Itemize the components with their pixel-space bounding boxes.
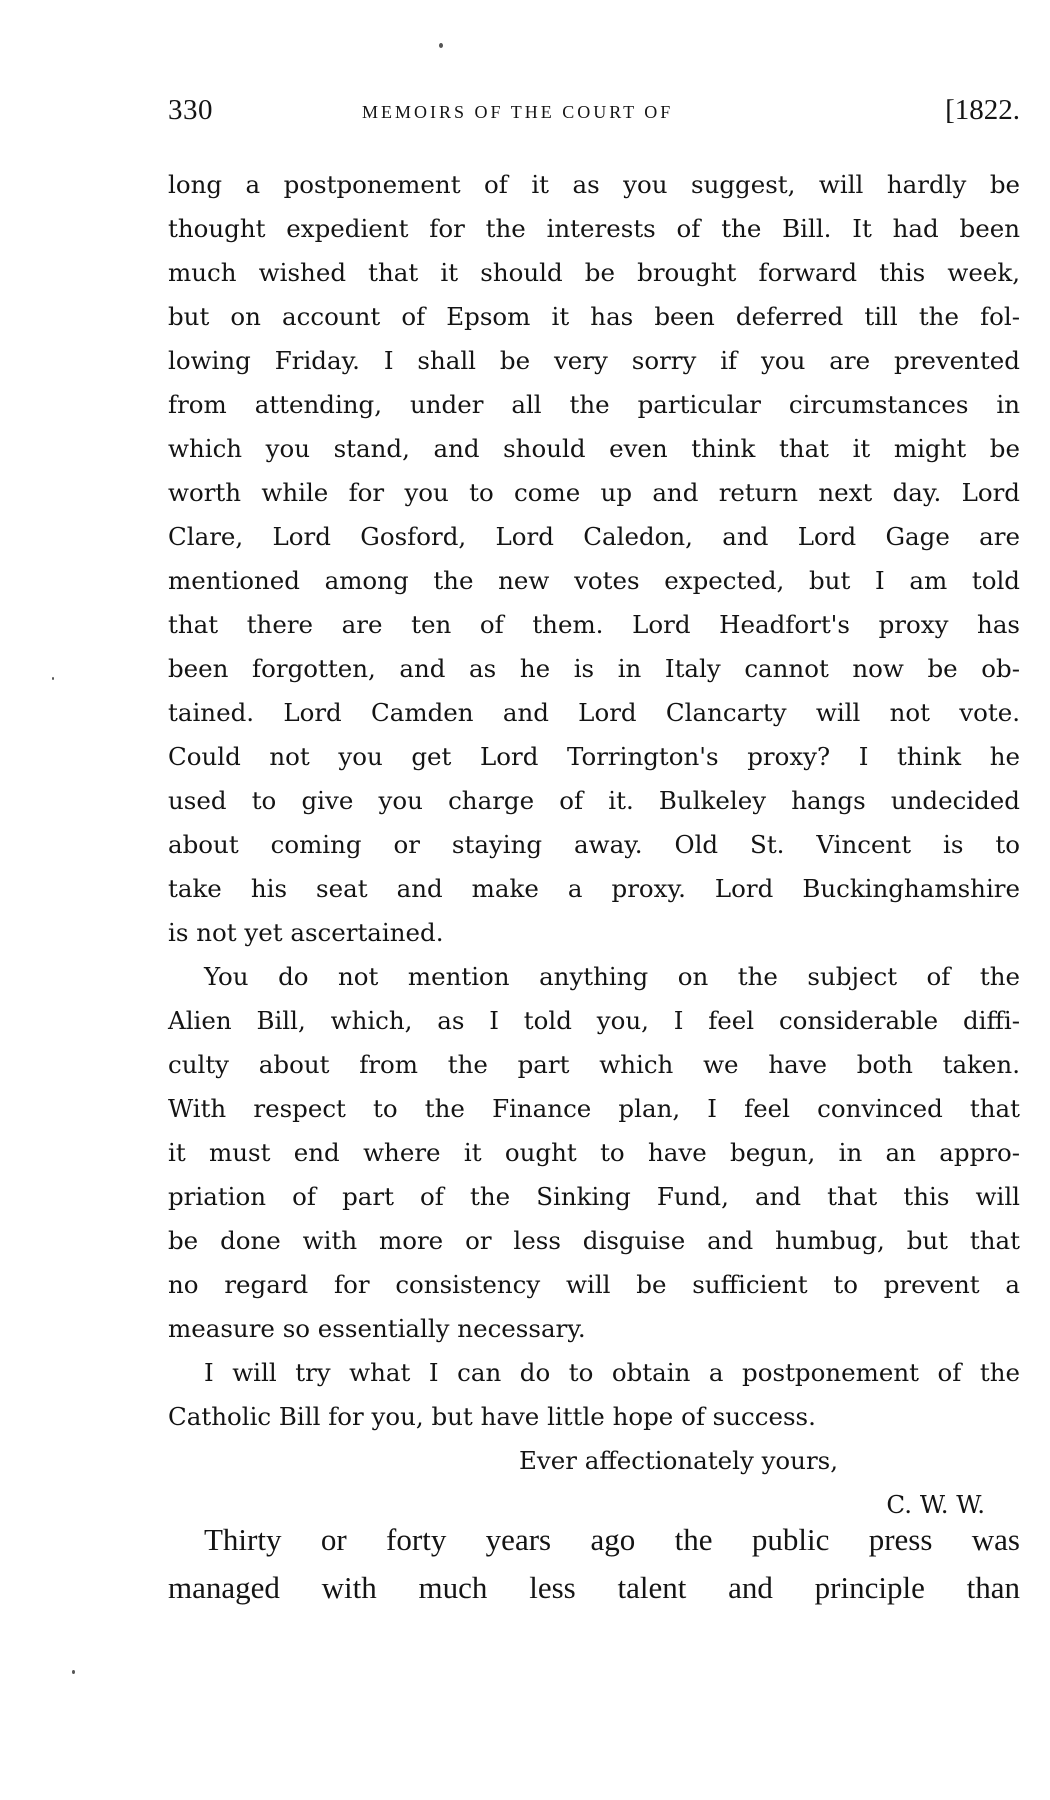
text-line: which you stand, and should even think that it might be	[168, 434, 1020, 463]
text-line: mentioned among the new votes expected, but I am told	[168, 566, 1020, 595]
text-line: used to give you charge of it. Bulkeley hangs undecided	[168, 786, 1020, 815]
text-line: Could not you get Lord Torrington's proxy? I think he	[168, 742, 1020, 771]
text-line: managed with much less talent and principle than	[168, 1570, 1020, 1605]
text-line: worth while for you to come up and return next day. Lord	[168, 478, 1020, 507]
text-line: long a postponement of it as you suggest, will hardly be	[168, 170, 1020, 199]
running-title: MEMOIRS OF THE COURT OF	[362, 102, 674, 122]
paragraph-2	[168, 955, 1020, 1351]
text-line: measure so essentially necessary.	[168, 1314, 586, 1343]
text-line: Clare, Lord Gosford, Lord Caledon, and Lord Gage are	[168, 522, 1020, 551]
text-line: it must end where it ought to have begun, in an appro-	[168, 1138, 1020, 1167]
text-line: culty about from the part which we have both taken.	[168, 1050, 1020, 1079]
text-line: tained. Lord Camden and Lord Clancarty will not vote.	[168, 698, 1020, 727]
text-line: about coming or staying away. Old St. Vincent is to	[168, 830, 1020, 859]
paragraph-1	[168, 163, 1020, 955]
text-line: Alien Bill, which, as I told you, I feel considerable diffi-	[168, 1006, 1020, 1035]
ink-speck	[52, 677, 54, 680]
year-marker: [1822.	[945, 94, 1020, 126]
text-line: thought expedient for the interests of the Bill. It had been	[168, 214, 1020, 243]
text-line: With respect to the Finance plan, I feel convinced that	[168, 1094, 1020, 1123]
text-line: but on account of Epsom it has been deferred till the fol-	[168, 302, 1020, 331]
ink-speck	[439, 43, 443, 48]
text-line: from attending, under all the particular circumstances in	[168, 390, 1020, 419]
page-header	[168, 94, 1030, 138]
text-line: no regard for consistency will be sufficient to prevent a	[168, 1270, 1020, 1299]
text-line: You do not mention anything on the subject of the	[204, 962, 1020, 991]
letter-signature: C. W. W.	[886, 1490, 985, 1519]
paragraph-3	[168, 1351, 1020, 1439]
text-line: take his seat and make a proxy. Lord Buckinghamshire	[168, 874, 1020, 903]
text-line: priation of part of the Sinking Fund, and that this will	[168, 1182, 1020, 1211]
text-line: is not yet ascertained.	[168, 918, 444, 947]
text-line: be done with more or less disguise and humbug, but that	[168, 1226, 1020, 1255]
next-section	[168, 1516, 1020, 1612]
text-line: I will try what I can do to obtain a postponement of the	[204, 1358, 1020, 1387]
ink-speck	[72, 1670, 75, 1674]
letter-body	[168, 163, 1020, 1527]
page-number: 330	[168, 94, 213, 126]
text-line: much wished that it should be brought forward this week,	[168, 258, 1020, 287]
text-line: been forgotten, and as he is in Italy cannot now be ob-	[168, 654, 1020, 683]
text-line: that there are ten of them. Lord Headfort's proxy has	[168, 610, 1020, 639]
text-line: Catholic Bill for you, but have little hope of success.	[168, 1402, 816, 1431]
text-line: Thirty or forty years ago the public press was	[204, 1522, 1020, 1557]
letter-closing: Ever affectionately yours,	[519, 1446, 839, 1475]
text-line: lowing Friday. I shall be very sorry if you are prevented	[168, 346, 1020, 375]
